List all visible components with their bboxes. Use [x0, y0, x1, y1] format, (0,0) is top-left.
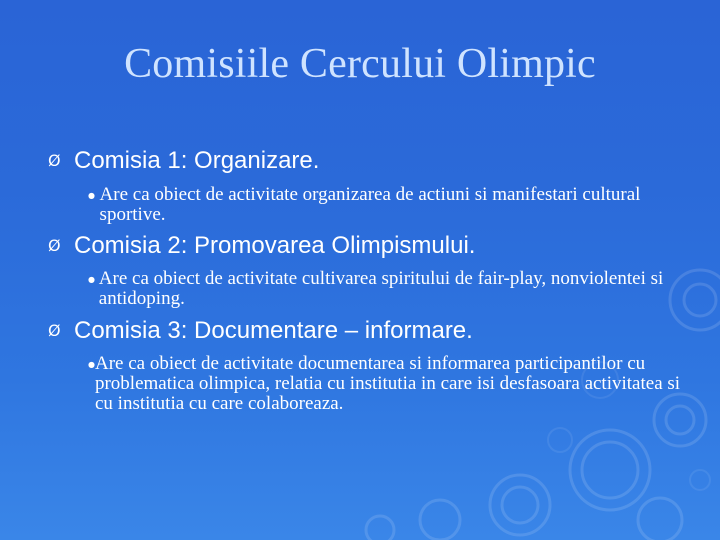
sub-item-text: Are ca obiect de activitate documentarea si informarea participantilor cu problematica olimpica, relatia cu institutia in care isi desfasoara activitatea si cu institutia cu care colaboreaza. [94, 353, 681, 414]
arrow-bullet-icon: Ø [48, 321, 61, 340]
list-item-comisia-3 [48, 317, 473, 345]
arrow-bullet-icon: Ø [48, 151, 61, 170]
arrow-bullet-icon: Ø [48, 236, 61, 255]
slide-title: Comisiile Cercului Olimpic [124, 41, 596, 87]
sub-item-comisia-2 [88, 268, 688, 309]
dot-bullet-icon: ● [88, 191, 95, 200]
sub-item-text: Are ca obiect de activitate organizarea de actiuni si manifestari cultural sportive. [99, 184, 641, 225]
list-item-comisia-1 [48, 147, 319, 175]
sub-item-text: Are ca obiect de activitate cultivarea spiritului de fair-play, nonviolentei si antidoping. [98, 268, 664, 309]
list-item-label: Comisia 1: Organizare. [74, 147, 320, 174]
dot-bullet-icon: ● [88, 275, 95, 284]
sub-item-comisia-1 [88, 184, 688, 225]
sub-item-comisia-3 [88, 353, 688, 414]
list-item-comisia-2 [48, 232, 475, 260]
list-item-label: Comisia 3: Documentare – informare. [74, 317, 473, 344]
dot-bullet-icon: ● [88, 360, 95, 369]
list-item-label: Comisia 2: Promovarea Olimpismului. [74, 232, 476, 259]
